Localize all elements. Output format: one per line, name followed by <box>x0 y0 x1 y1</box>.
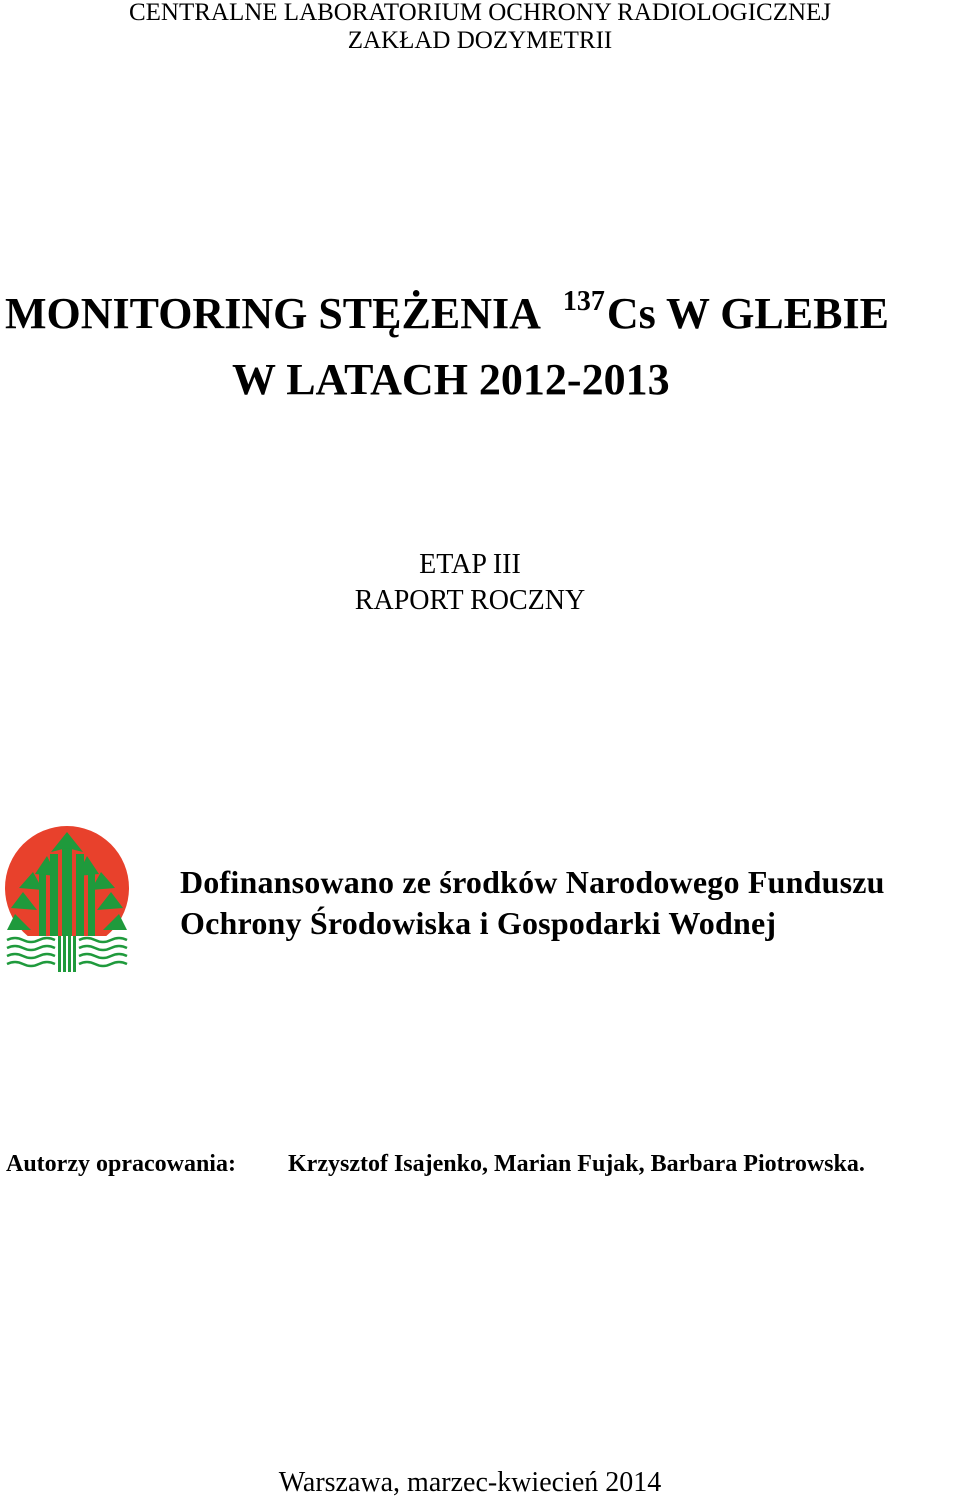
funding-note-line1: Dofinansowano ze środków Narodowego Funduszu <box>180 864 885 900</box>
authors-names: Krzysztof Isajenko, Marian Fujak, Barbara Piotrowska. <box>288 1151 865 1177</box>
isotope-symbol: Cs <box>606 289 656 338</box>
report-type: RAPORT ROCZNY <box>354 585 586 616</box>
place-and-date: Warszawa, marzec-kwiecień 2014 <box>278 1467 662 1498</box>
authors-label: Autorzy opracowania: <box>6 1151 236 1177</box>
title-text-end: W GLEBIE <box>666 289 889 338</box>
report-stage: ETAP III <box>419 549 521 580</box>
nfosigw-logo-icon <box>5 826 129 974</box>
report-title-line1 <box>5 288 889 346</box>
isotope-mass-number: 137 <box>562 286 605 317</box>
institution-name: CENTRALNE LABORATORIUM OCHRONY RADIOLOGICZNEJ <box>128 0 832 26</box>
department-name: ZAKŁAD DOZYMETRII <box>347 27 613 54</box>
report-title-line2: W LATACH 2012-2013 <box>232 355 670 404</box>
title-text-start: MONITORING STĘŻENIA <box>5 289 541 338</box>
funding-note-line2: Ochrony Środowiska i Gospodarki Wodnej <box>180 905 777 941</box>
